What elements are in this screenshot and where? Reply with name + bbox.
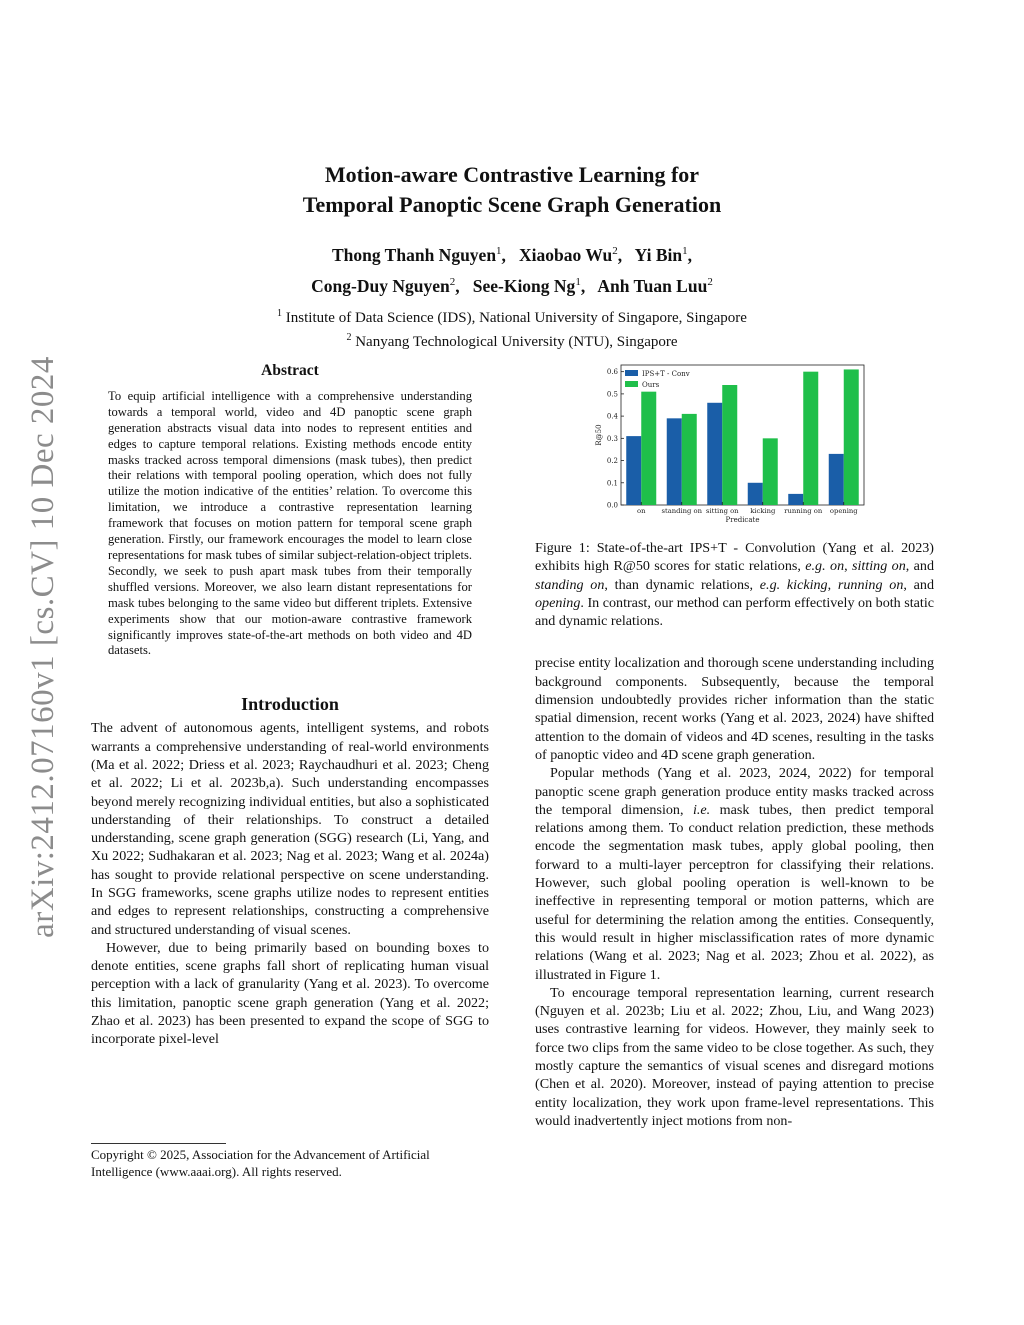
right-column (535, 363, 934, 1130)
figure-1-caption (535, 539, 934, 630)
author-name: See-Kiong Ng (472, 275, 576, 296)
intro-paragraph-2: However, due to being primarily based on bounding boxes to denote entities, scene graphs fall short of replicating human visual perception with a lack of granularity (Yang et al. 2023). To overcome this limitation, panoptic scene graph generation (Yang et al. 2022; Zhao et al. 2023) has been presented to expand the scope of SGG to incorporate pixel-level (91, 939, 489, 1048)
caption-text: . In contrast, our method can perform effectively on both static and dynamic relations. (535, 594, 934, 630)
introduction-body (91, 719, 489, 1048)
legend-swatch (625, 370, 638, 376)
caption-relation: opening (535, 594, 581, 611)
caption-eg: e.g. (805, 558, 826, 575)
bar-baseline (667, 418, 682, 505)
footnote-text: Copyright © 2025, Association for the Advancement of Artificial Intelligence (www.aaai.org). All rights reserved. (91, 1147, 430, 1179)
footnote-divider (91, 1143, 226, 1144)
affiliation-text: Institute of Data Science (IDS), National University of Singapore, Singapore (285, 309, 747, 326)
affiliation-text: Nanyang Technological University (NTU), Singapore (355, 333, 678, 350)
y-tick-label: 0.5 (606, 390, 618, 399)
title-line-2: Temporal Panoptic Scene Graph Generation (302, 192, 722, 217)
bar-ours (722, 385, 737, 505)
bar-ours (803, 372, 818, 505)
affiliation-number: 1 (277, 307, 283, 319)
r50-bar-chart (535, 363, 934, 531)
caption-text: State-of-the-art IPS+T - Convolution (Yang et al. 2023) exhibits high R@50 scores for static relations, (535, 540, 934, 575)
abstract-heading: Abstract (261, 362, 319, 379)
x-tick-label: running on (784, 507, 823, 515)
caption-text: , than dynamic relations, (604, 576, 760, 593)
right-paragraph-2 (535, 764, 934, 984)
paper-title (0, 160, 1024, 220)
y-tick-label: 0.2 (606, 457, 618, 466)
author-affiliation-mark: 2 (707, 275, 713, 288)
caption-separator: , (827, 576, 838, 593)
affiliation-2 (0, 328, 1024, 352)
y-tick-label: 0.1 (606, 479, 618, 488)
caption-relation: running on (837, 576, 904, 593)
author-name: Cong-Duy Nguyen (311, 275, 450, 296)
title-line-1: Motion-aware Contrastive Learning for (324, 162, 700, 187)
caption-relation: kicking (780, 576, 828, 593)
y-tick-label: 0.6 (606, 368, 618, 377)
bar-ours (641, 392, 656, 505)
left-column (91, 363, 489, 1049)
author-affiliation-mark: 2 (449, 275, 456, 288)
author-list (0, 238, 1024, 300)
author-name: Anh Tuan Luu (597, 275, 708, 296)
paragraph-text: mask tubes, then predict temporal relations among them. To conduct relation prediction, these methods encode the segmentation mask tubes, apply global pooling, then forward to a multi-layer perceptron for classifying their relations. However, such global pooling operation is well-known to be ineffective in representing temporal or motion patterns, which are useful for determining the relation among the entities. Consequently, this would result in higher misclassification rates of more dynamic relations (Wang et al. 2023; Nag et al. 2023; Zhou et al. 2022), as illustrated in Figure 1. (535, 801, 934, 983)
affiliation-number: 2 (346, 331, 352, 343)
y-tick-label: 0.3 (606, 434, 618, 443)
right-column-body (535, 654, 934, 1130)
paragraph-text: Popular methods (Yang et al. 2023, 2024, 2022) for temporal panoptic scene graph generation produce entity masks tracked across the temporal dimension, (535, 765, 934, 818)
author-affiliation-mark: 1 (682, 245, 688, 257)
caption-separator: , and (903, 576, 935, 593)
paper-header (0, 160, 1024, 352)
y-axis-label: R@50 (595, 424, 603, 446)
x-axis-label: Predicate (725, 516, 760, 524)
x-tick-label: opening (829, 507, 858, 515)
caption-relation: sitting on (852, 558, 906, 575)
bar-baseline (748, 483, 763, 505)
affiliations (0, 304, 1024, 352)
x-tick-label: standing on (661, 507, 703, 515)
author-affiliation-mark: 1 (575, 275, 581, 288)
bar-ours (844, 369, 859, 505)
bar-baseline (788, 494, 803, 505)
caption-label: Figure 1: (535, 540, 590, 556)
figure-1 (535, 363, 934, 531)
abstract-text: To equip artificial intelligence with a comprehensive understanding towards a temporal world, video and 4D panoptic scene graph generation abstracts visual data into nodes to represent entities and edges to capture temporal relations. Existing methods encode entity masks tracked across temporal dimensions (mask tubes), then predict their relations with temporal pooling operation, which does not fully utilize the motion indicative of the entities’ relation. To overcome this limitation, we introduce a contrastive representation learning framework that focuses on motion pattern for temporal scene graph generation. Firstly, our framework encourages the model to learn close representations for mask tubes of similar subject-relation-object triplets. Secondly, we seek to push apart mask tubes from their temporally shuffled versions. Moreover, we also learn distant representations for mask tubes belonging to the same video but different triplets. Extensive experiments show that our motion-aware contrastive framework significantly improves state-of-the-art methods on both video and 4D datasets. (108, 388, 472, 658)
x-tick-label: kicking (750, 507, 776, 515)
caption-separator: , and (905, 558, 935, 575)
affiliation-1 (0, 304, 1024, 328)
paragraph-ie: i.e. (692, 801, 711, 818)
legend-label: IPS+T - Conv (642, 370, 690, 378)
bar-baseline (829, 454, 844, 505)
author-name: Thong Thanh Nguyen (331, 244, 497, 265)
x-tick-label: on (637, 507, 646, 515)
abstract-section (91, 363, 489, 659)
right-paragraph-3: To encourage temporal representation learning, current research (Nguyen et al. 2023b; Liu et al. 2022; Zhou, Liu, and Wang 2023) uses contrastive learning for videos. However, they mainly seek to force two clips from the same video to be close together. As such, they mostly capture the semantics of visual scenes and disregard motions (Chen et al. 2020). Moreover, instead of paying attention to precise entity localization, they work upon frame-level representations. This would inadvertently inject motions from non- (535, 984, 934, 1129)
author-affiliation-mark: 2 (612, 245, 618, 257)
right-paragraph-1: precise entity localization and thorough scene understanding including background components. Subsequently, because the temporal dimension undoubtedly provides richer information than the static spatial dimension, recent works (Yang et al. 2023, 2024) have shifted attention to the domain of videos and 4D scenes, resulting in the tasks of panoptic video and 4D scene graph generation. (535, 655, 934, 763)
author-affiliation-mark: 1 (496, 245, 502, 257)
bar-baseline (707, 403, 722, 505)
bar-ours (763, 438, 778, 505)
y-tick-label: 0.4 (606, 412, 618, 421)
legend-swatch (625, 381, 638, 387)
caption-relation: on (825, 558, 845, 575)
author-name: Xiaobao Wu (519, 244, 613, 265)
arxiv-identifier: arXiv:2412.07160v1 [cs.CV] 10 Dec 2024 (25, 356, 61, 938)
bar-baseline (626, 436, 641, 505)
caption-separator: , (844, 558, 853, 575)
author-row-2: Cong-Duy Nguyen$^2$, See-Kiong Ng$^1$, Anh Tuan Luu$^2$ (311, 275, 713, 296)
bar-ours (682, 414, 697, 505)
caption-relation: standing on (535, 576, 605, 593)
x-tick-label: sitting on (705, 507, 739, 515)
caption-eg: e.g. (759, 576, 781, 593)
legend-label: Ours (642, 381, 660, 389)
intro-paragraph-1: The advent of autonomous agents, intelligent systems, and robots warrants a comprehensive understanding of real-world environments (Ma et al. 2022; Driess et al. 2023; Raychaudhuri et al. 2023; Cheng et al. 2022; Li et al. 2023b,a). Such understanding encompasses beyond merely recognizing individual entities, but also a sophisticated understanding of their relationships. To construct a detailed understanding, scene graph generation (SGG) research (Li, Yang, and Xu 2022; Sudhakaran et al. 2023; Nag et al. 2023; Wang et al. 2024a) has sought to provide relational perspective on scene understanding. In SGG frameworks, scene graphs utilize nodes to represent entities and edges to represent relationships, constructing a comprehensive and structured understanding of visual scenes. (91, 720, 489, 938)
introduction-heading: Introduction (241, 694, 339, 715)
copyright-footnote (91, 1143, 489, 1180)
author-name: Yi Bin (634, 244, 683, 265)
author-row-1: Thong Thanh Nguyen$^1$, Xiaobao Wu$^2$, Yi Bin$^1$, (331, 244, 692, 265)
y-tick-label: 0.0 (606, 501, 618, 510)
